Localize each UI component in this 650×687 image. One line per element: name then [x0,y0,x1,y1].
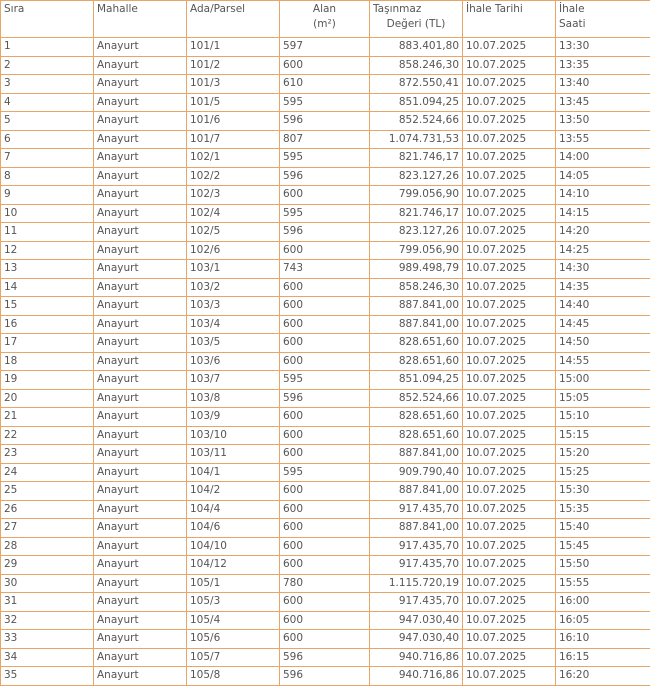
cell-ada-parsel: 101/2 [187,56,280,75]
cell-alan: 600 [280,408,370,427]
cell-mahalle: Anayurt [94,260,187,279]
cell-deger: 887.841,00 [370,315,463,334]
cell-deger: 823.127,26 [370,223,463,242]
table-row [1,260,650,279]
cell-ada-parsel: 102/6 [187,241,280,260]
cell-tarih: 10.07.2025 [463,56,556,75]
cell-mahalle: Anayurt [94,149,187,168]
cell-deger: 828.651,60 [370,334,463,353]
cell-mahalle: Anayurt [94,445,187,464]
cell-tarih: 10.07.2025 [463,241,556,260]
cell-alan: 600 [280,445,370,464]
header-tasinmaz-line1: Taşınmaz [373,3,422,15]
cell-alan: 807 [280,130,370,149]
cell-sira: 29 [1,556,94,575]
cell-tarih: 10.07.2025 [463,389,556,408]
table-row [1,315,650,334]
cell-deger: 858.246,30 [370,56,463,75]
cell-tarih: 10.07.2025 [463,223,556,242]
cell-tarih: 10.07.2025 [463,500,556,519]
cell-sira: 5 [1,112,94,131]
table-header-row [1,1,650,38]
cell-tarih: 10.07.2025 [463,667,556,686]
cell-tarih: 10.07.2025 [463,278,556,297]
cell-saat: 13:35 [556,56,650,75]
cell-tarih: 10.07.2025 [463,93,556,112]
table-row [1,334,650,353]
cell-sira: 35 [1,667,94,686]
cell-saat: 14:15 [556,204,650,223]
table-row [1,537,650,556]
cell-mahalle: Anayurt [94,500,187,519]
cell-sira: 30 [1,574,94,593]
cell-saat: 15:35 [556,500,650,519]
cell-sira: 22 [1,426,94,445]
cell-alan: 596 [280,167,370,186]
cell-alan: 600 [280,297,370,316]
cell-tarih: 10.07.2025 [463,38,556,57]
cell-deger: 828.651,60 [370,426,463,445]
cell-deger: 917.435,70 [370,593,463,612]
cell-alan: 595 [280,93,370,112]
cell-ada-parsel: 105/6 [187,630,280,649]
cell-tarih: 10.07.2025 [463,75,556,94]
cell-alan: 600 [280,186,370,205]
header-sira: Sıra [1,1,94,38]
cell-deger: 828.651,60 [370,352,463,371]
cell-alan: 600 [280,482,370,501]
table-row [1,500,650,519]
cell-saat: 13:50 [556,112,650,131]
cell-sira: 9 [1,186,94,205]
cell-tarih: 10.07.2025 [463,167,556,186]
cell-saat: 16:00 [556,593,650,612]
cell-ada-parsel: 103/5 [187,334,280,353]
cell-alan: 596 [280,223,370,242]
cell-sira: 20 [1,389,94,408]
cell-mahalle: Anayurt [94,112,187,131]
table-row [1,556,650,575]
cell-alan: 600 [280,556,370,575]
header-tasinmaz-degeri [370,1,463,38]
cell-ada-parsel: 104/6 [187,519,280,538]
cell-tarih: 10.07.2025 [463,519,556,538]
table-row [1,186,650,205]
cell-ada-parsel: 104/2 [187,482,280,501]
cell-deger: 887.841,00 [370,297,463,316]
cell-alan: 610 [280,75,370,94]
cell-alan: 600 [280,500,370,519]
table-row [1,611,650,630]
cell-ada-parsel: 103/1 [187,260,280,279]
table-row [1,167,650,186]
cell-saat: 15:45 [556,537,650,556]
cell-alan: 600 [280,56,370,75]
cell-mahalle: Anayurt [94,426,187,445]
cell-ada-parsel: 103/10 [187,426,280,445]
cell-sira: 25 [1,482,94,501]
cell-saat: 15:40 [556,519,650,538]
cell-alan: 600 [280,426,370,445]
cell-alan: 595 [280,149,370,168]
cell-tarih: 10.07.2025 [463,445,556,464]
cell-tarih: 10.07.2025 [463,408,556,427]
cell-alan: 595 [280,371,370,390]
cell-saat: 14:50 [556,334,650,353]
header-ihale-tarihi: İhale Tarihi [463,1,556,38]
cell-ada-parsel: 103/8 [187,389,280,408]
cell-deger: 917.435,70 [370,556,463,575]
table-row [1,352,650,371]
cell-deger: 852.524,66 [370,112,463,131]
cell-mahalle: Anayurt [94,204,187,223]
table-row [1,130,650,149]
cell-alan: 600 [280,519,370,538]
cell-deger: 851.094,25 [370,371,463,390]
cell-deger: 1.074.731,53 [370,130,463,149]
table-row [1,223,650,242]
cell-alan: 600 [280,315,370,334]
cell-saat: 16:10 [556,630,650,649]
cell-saat: 14:45 [556,315,650,334]
cell-ada-parsel: 102/2 [187,167,280,186]
cell-sira: 6 [1,130,94,149]
cell-alan: 596 [280,112,370,131]
header-alan-line1: Alan [312,3,337,15]
cell-tarih: 10.07.2025 [463,204,556,223]
cell-sira: 7 [1,149,94,168]
cell-saat: 14:40 [556,297,650,316]
cell-ada-parsel: 104/1 [187,463,280,482]
cell-ada-parsel: 103/4 [187,315,280,334]
cell-deger: 917.435,70 [370,500,463,519]
cell-deger: 852.524,66 [370,389,463,408]
table-row [1,389,650,408]
table-row [1,241,650,260]
cell-ada-parsel: 101/1 [187,38,280,57]
cell-tarih: 10.07.2025 [463,611,556,630]
table-row [1,56,650,75]
cell-sira: 27 [1,519,94,538]
header-mahalle: Mahalle [94,1,187,38]
cell-ada-parsel: 103/7 [187,371,280,390]
cell-saat: 14:05 [556,167,650,186]
table-row [1,593,650,612]
table-row [1,149,650,168]
table-row [1,38,650,57]
cell-sira: 1 [1,38,94,57]
cell-ada-parsel: 105/7 [187,648,280,667]
cell-mahalle: Anayurt [94,167,187,186]
header-saati-line2: Saati [559,18,586,30]
cell-sira: 21 [1,408,94,427]
cell-mahalle: Anayurt [94,75,187,94]
cell-tarih: 10.07.2025 [463,186,556,205]
cell-sira: 8 [1,167,94,186]
table-row [1,297,650,316]
cell-saat: 16:20 [556,667,650,686]
cell-alan: 595 [280,463,370,482]
cell-saat: 14:00 [556,149,650,168]
cell-ada-parsel: 102/5 [187,223,280,242]
cell-tarih: 10.07.2025 [463,352,556,371]
cell-alan: 600 [280,334,370,353]
header-saati-line1: İhale [559,3,585,15]
cell-sira: 26 [1,500,94,519]
cell-tarih: 10.07.2025 [463,574,556,593]
cell-deger: 872.550,41 [370,75,463,94]
cell-mahalle: Anayurt [94,56,187,75]
table-row [1,371,650,390]
cell-mahalle: Anayurt [94,630,187,649]
cell-mahalle: Anayurt [94,648,187,667]
cell-mahalle: Anayurt [94,389,187,408]
cell-tarih: 10.07.2025 [463,593,556,612]
cell-deger: 887.841,00 [370,445,463,464]
cell-sira: 10 [1,204,94,223]
cell-tarih: 10.07.2025 [463,537,556,556]
cell-saat: 15:50 [556,556,650,575]
cell-ada-parsel: 101/5 [187,93,280,112]
cell-deger: 909.790,40 [370,463,463,482]
cell-sira: 17 [1,334,94,353]
table-row [1,93,650,112]
cell-ada-parsel: 105/8 [187,667,280,686]
cell-mahalle: Anayurt [94,297,187,316]
cell-saat: 15:10 [556,408,650,427]
cell-mahalle: Anayurt [94,408,187,427]
cell-sira: 19 [1,371,94,390]
cell-ada-parsel: 105/3 [187,593,280,612]
table-row [1,463,650,482]
cell-saat: 15:30 [556,482,650,501]
table-row [1,204,650,223]
cell-tarih: 10.07.2025 [463,630,556,649]
cell-alan: 600 [280,630,370,649]
cell-ada-parsel: 103/11 [187,445,280,464]
cell-deger: 799.056,90 [370,186,463,205]
cell-alan: 595 [280,204,370,223]
cell-alan: 743 [280,260,370,279]
cell-mahalle: Anayurt [94,38,187,57]
cell-saat: 14:30 [556,260,650,279]
cell-alan: 600 [280,241,370,260]
cell-ada-parsel: 103/3 [187,297,280,316]
cell-sira: 33 [1,630,94,649]
cell-saat: 15:00 [556,371,650,390]
cell-mahalle: Anayurt [94,556,187,575]
cell-ada-parsel: 101/7 [187,130,280,149]
cell-tarih: 10.07.2025 [463,112,556,131]
cell-tarih: 10.07.2025 [463,463,556,482]
cell-sira: 34 [1,648,94,667]
cell-alan: 600 [280,278,370,297]
cell-saat: 14:10 [556,186,650,205]
cell-mahalle: Anayurt [94,611,187,630]
cell-tarih: 10.07.2025 [463,482,556,501]
cell-ada-parsel: 104/10 [187,537,280,556]
cell-mahalle: Anayurt [94,371,187,390]
cell-alan: 600 [280,611,370,630]
table-row [1,426,650,445]
table-row [1,408,650,427]
cell-deger: 851.094,25 [370,93,463,112]
cell-mahalle: Anayurt [94,278,187,297]
header-ihale-saati [556,1,650,38]
table-row [1,278,650,297]
cell-deger: 858.246,30 [370,278,463,297]
cell-alan: 597 [280,38,370,57]
cell-deger: 947.030,40 [370,630,463,649]
cell-ada-parsel: 102/1 [187,149,280,168]
cell-deger: 883.401,80 [370,38,463,57]
cell-sira: 2 [1,56,94,75]
cell-saat: 14:25 [556,241,650,260]
table-row [1,482,650,501]
cell-saat: 15:55 [556,574,650,593]
cell-ada-parsel: 105/1 [187,574,280,593]
cell-sira: 18 [1,352,94,371]
cell-sira: 28 [1,537,94,556]
cell-tarih: 10.07.2025 [463,297,556,316]
cell-tarih: 10.07.2025 [463,648,556,667]
cell-sira: 11 [1,223,94,242]
table-body [1,1,650,686]
cell-mahalle: Anayurt [94,482,187,501]
cell-mahalle: Anayurt [94,315,187,334]
cell-alan: 600 [280,537,370,556]
cell-mahalle: Anayurt [94,574,187,593]
header-alan [280,1,370,38]
table-row [1,667,650,686]
cell-deger: 887.841,00 [370,519,463,538]
cell-saat: 16:15 [556,648,650,667]
cell-ada-parsel: 104/12 [187,556,280,575]
header-ada-parsel: Ada/Parsel [187,1,280,38]
cell-saat: 16:05 [556,611,650,630]
cell-sira: 16 [1,315,94,334]
cell-deger: 940.716,86 [370,648,463,667]
cell-alan: 600 [280,352,370,371]
cell-saat: 14:55 [556,352,650,371]
cell-ada-parsel: 104/4 [187,500,280,519]
table-row [1,648,650,667]
header-alan-line2: (m²) [313,18,336,30]
cell-alan: 600 [280,593,370,612]
cell-mahalle: Anayurt [94,463,187,482]
cell-mahalle: Anayurt [94,667,187,686]
cell-sira: 32 [1,611,94,630]
cell-ada-parsel: 103/2 [187,278,280,297]
table-row [1,630,650,649]
cell-ada-parsel: 103/9 [187,408,280,427]
cell-tarih: 10.07.2025 [463,426,556,445]
cell-sira: 4 [1,93,94,112]
cell-deger: 821.746,17 [370,204,463,223]
cell-sira: 13 [1,260,94,279]
table-row [1,112,650,131]
cell-tarih: 10.07.2025 [463,334,556,353]
table-row [1,574,650,593]
cell-mahalle: Anayurt [94,352,187,371]
cell-tarih: 10.07.2025 [463,149,556,168]
cell-deger: 940.716,86 [370,667,463,686]
cell-deger: 823.127,26 [370,167,463,186]
cell-sira: 23 [1,445,94,464]
cell-saat: 15:05 [556,389,650,408]
cell-mahalle: Anayurt [94,93,187,112]
cell-alan: 780 [280,574,370,593]
cell-tarih: 10.07.2025 [463,260,556,279]
cell-deger: 917.435,70 [370,537,463,556]
cell-saat: 15:20 [556,445,650,464]
cell-ada-parsel: 105/4 [187,611,280,630]
cell-ada-parsel: 102/4 [187,204,280,223]
cell-saat: 15:15 [556,426,650,445]
table-row [1,519,650,538]
cell-deger: 1.115.720,19 [370,574,463,593]
cell-deger: 821.746,17 [370,149,463,168]
cell-sira: 12 [1,241,94,260]
cell-sira: 24 [1,463,94,482]
table-row [1,445,650,464]
cell-sira: 31 [1,593,94,612]
cell-alan: 596 [280,389,370,408]
cell-deger: 828.651,60 [370,408,463,427]
cell-sira: 15 [1,297,94,316]
cell-saat: 13:30 [556,38,650,57]
cell-mahalle: Anayurt [94,223,187,242]
cell-mahalle: Anayurt [94,186,187,205]
cell-mahalle: Anayurt [94,537,187,556]
header-tasinmaz-line2: Değeri (TL) [386,18,446,30]
cell-tarih: 10.07.2025 [463,371,556,390]
cell-mahalle: Anayurt [94,593,187,612]
cell-deger: 799.056,90 [370,241,463,260]
cell-sira: 14 [1,278,94,297]
cell-tarih: 10.07.2025 [463,556,556,575]
cell-saat: 14:20 [556,223,650,242]
cell-ada-parsel: 103/6 [187,352,280,371]
cell-saat: 13:40 [556,75,650,94]
cell-saat: 15:25 [556,463,650,482]
cell-tarih: 10.07.2025 [463,315,556,334]
cell-mahalle: Anayurt [94,130,187,149]
cell-saat: 14:35 [556,278,650,297]
cell-deger: 947.030,40 [370,611,463,630]
cell-ada-parsel: 101/3 [187,75,280,94]
cell-ada-parsel: 101/6 [187,112,280,131]
cell-tarih: 10.07.2025 [463,130,556,149]
cell-saat: 13:45 [556,93,650,112]
cell-mahalle: Anayurt [94,334,187,353]
cell-ada-parsel: 102/3 [187,186,280,205]
cell-alan: 596 [280,648,370,667]
table-row [1,75,650,94]
cell-deger: 887.841,00 [370,482,463,501]
cell-sira: 3 [1,75,94,94]
cell-mahalle: Anayurt [94,241,187,260]
cell-deger: 989.498,79 [370,260,463,279]
cell-saat: 13:55 [556,130,650,149]
cell-mahalle: Anayurt [94,519,187,538]
cell-alan: 596 [280,667,370,686]
